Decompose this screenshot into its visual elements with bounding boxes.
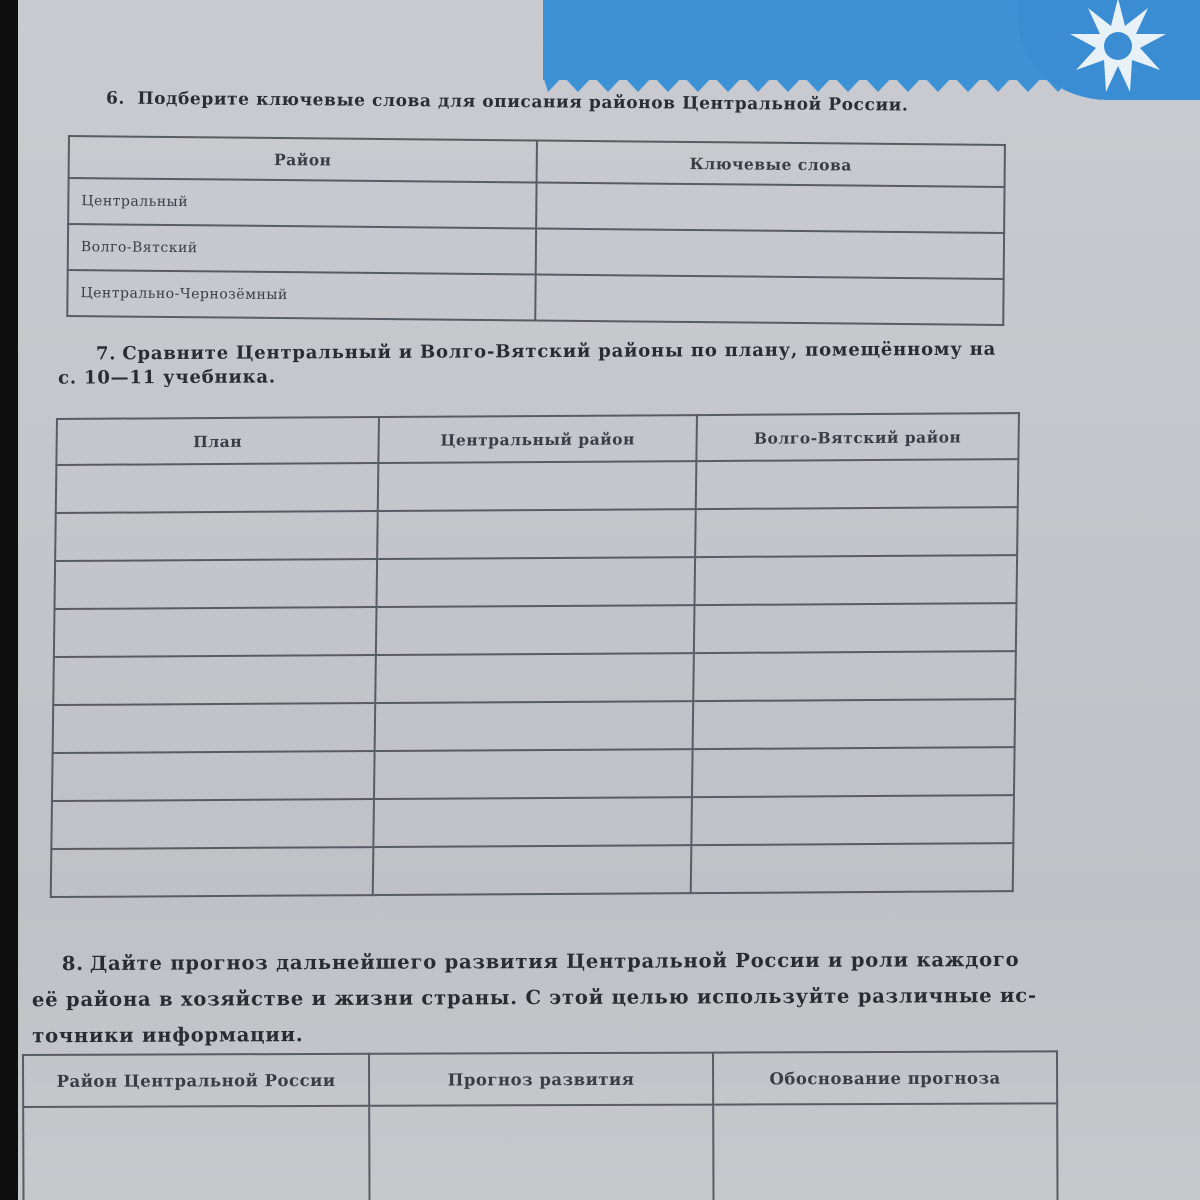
task6-keywords-cell-volgo-vyatsky[interactable] [536, 228, 1004, 278]
task7-plan-cell[interactable] [54, 607, 377, 657]
task8-district-cell[interactable] [23, 1106, 369, 1200]
task6-keywords-cell-central[interactable] [536, 183, 1004, 233]
table-row [51, 795, 1014, 849]
task8-number: 8. [61, 952, 84, 976]
table-row [54, 603, 1017, 657]
task7-header-volgo-vyatsky: Волго-Вятский район [696, 413, 1019, 461]
task8-forecast-cell[interactable] [369, 1105, 713, 1200]
task6-row-volgo-vyatsky: Волго-Вятский [68, 224, 536, 274]
task7-volgo-cell[interactable] [694, 555, 1017, 605]
task7-central-cell[interactable] [373, 845, 692, 895]
task7-number: 7. [95, 343, 117, 365]
workbook-page [18, 0, 1200, 1200]
task7-volgo-cell[interactable] [694, 603, 1017, 653]
task7-plan-cell[interactable] [56, 463, 379, 513]
task6-row-central-chernozem: Центрально-Чернозёмный [67, 270, 535, 320]
task7-central-cell[interactable] [375, 653, 694, 703]
task6-keywords-cell-central-chernozem[interactable] [535, 274, 1003, 324]
table-row [67, 270, 1003, 325]
task7-volgo-cell[interactable] [691, 795, 1014, 845]
task7-text-line1: Сравните Центральный и Волго-Вятский районы по плану, помещённому на [122, 338, 997, 365]
task7-central-cell[interactable] [374, 749, 693, 799]
task6-title: Подберите ключевые слова для описания районов Центральной России. [137, 88, 909, 116]
table-row [56, 459, 1019, 513]
table-row [53, 699, 1016, 753]
task8-text-line3: точники информации. [32, 1023, 304, 1048]
task8-text [32, 942, 1062, 1054]
table-row [55, 507, 1018, 561]
task8-text-line2: её района в хозяйстве и жизни страны. С этой целью используйте различные ис- [31, 983, 1037, 1012]
task7-text [58, 337, 1058, 390]
task6-header-district: Район [69, 136, 537, 182]
task8-table [22, 1050, 1059, 1200]
task7-plan-cell[interactable] [55, 511, 378, 561]
table-row [52, 747, 1015, 801]
task7-central-cell[interactable] [375, 701, 694, 751]
task7-central-cell[interactable] [373, 797, 692, 847]
task6-number: 6. [105, 88, 126, 109]
page-left-shadow [0, 0, 18, 1200]
star-icon [1068, 0, 1168, 96]
task8-text-line1: Дайте прогноз дальнейшего развития Центральной России и роли каждого [89, 947, 1020, 975]
task7-header-row [56, 413, 1019, 465]
task8-header-row [23, 1051, 1057, 1107]
task7-volgo-cell[interactable] [695, 507, 1018, 557]
task7-central-cell[interactable] [378, 461, 697, 511]
table-row [54, 555, 1017, 609]
task8-header-district: Район Центральной России [23, 1054, 369, 1107]
task7-plan-cell[interactable] [51, 847, 374, 897]
task7-header-plan: План [56, 417, 379, 465]
task7-volgo-cell[interactable] [696, 459, 1019, 509]
task7-volgo-cell[interactable] [692, 747, 1015, 797]
table-row [53, 651, 1016, 705]
task7-plan-cell[interactable] [54, 559, 377, 609]
table-row [23, 1103, 1057, 1200]
banner-zigzag-edge [543, 70, 1103, 94]
task6-header-keywords: Ключевые слова [537, 141, 1005, 187]
task7-central-cell[interactable] [377, 509, 696, 559]
task7-plan-cell[interactable] [53, 655, 376, 705]
task8-header-justification: Обоснование прогноза [713, 1051, 1057, 1104]
task8-justification-cell[interactable] [713, 1103, 1057, 1200]
task6-row-central: Центральный [68, 178, 536, 228]
task7-central-cell[interactable] [376, 557, 695, 607]
task7-volgo-cell[interactable] [693, 651, 1016, 701]
task7-plan-cell[interactable] [53, 703, 376, 753]
task7-header-central: Центральный район [378, 415, 697, 463]
task7-plan-cell[interactable] [51, 799, 374, 849]
task7-table [50, 412, 1020, 898]
task7-volgo-cell[interactable] [693, 699, 1016, 749]
task7-plan-cell[interactable] [52, 751, 375, 801]
task7-volgo-cell[interactable] [691, 843, 1014, 893]
task6-table [66, 135, 1006, 326]
task7-central-cell[interactable] [376, 605, 695, 655]
task8-line1 [32, 942, 1062, 982]
task7-text-line2: с. 10—11 учебника. [58, 366, 276, 389]
table-row [51, 843, 1014, 897]
task8-header-forecast: Прогноз развития [369, 1053, 713, 1106]
